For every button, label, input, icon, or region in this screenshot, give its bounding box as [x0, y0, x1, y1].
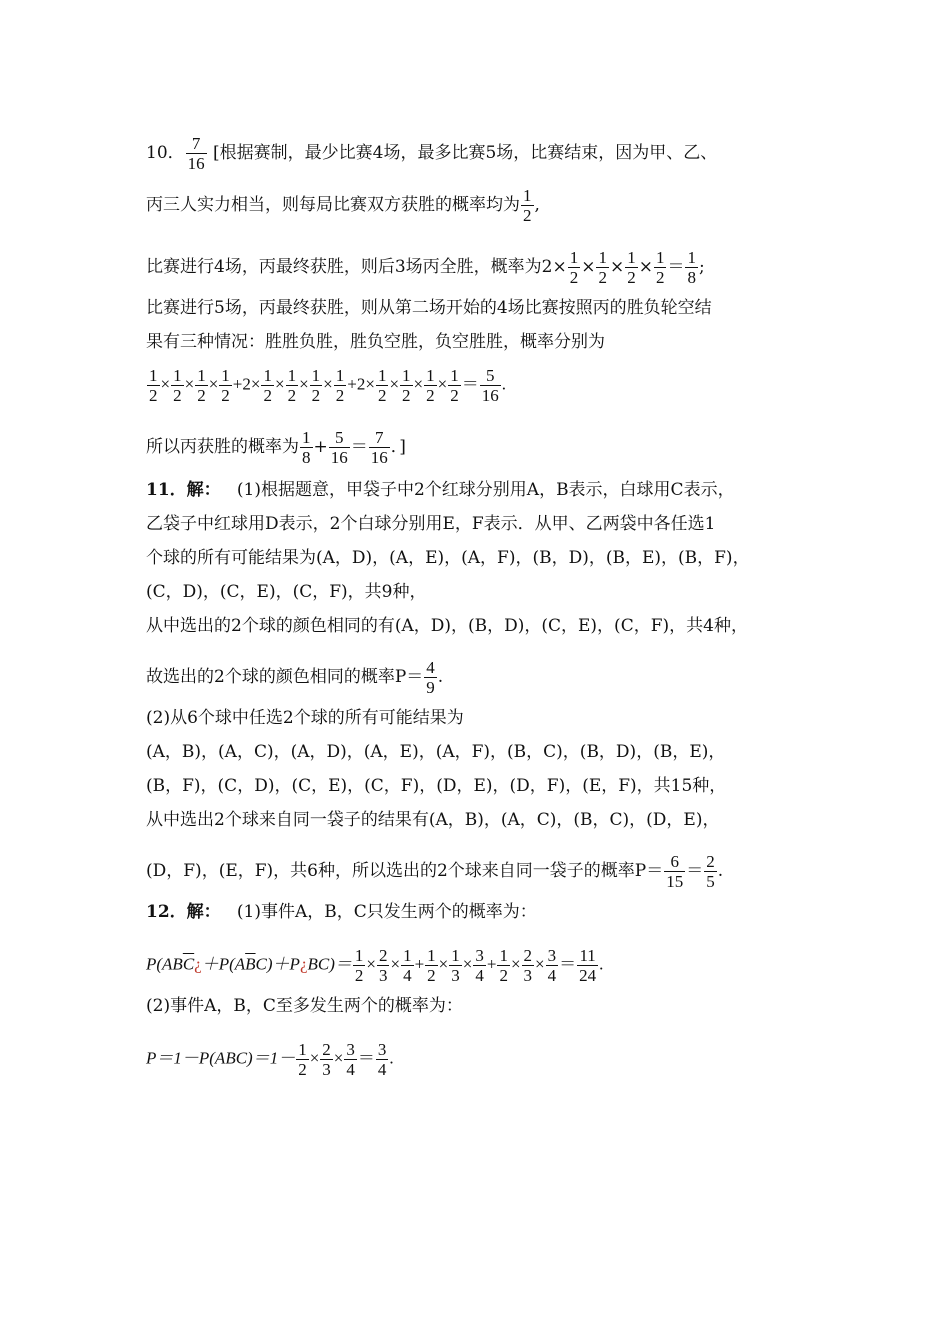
fraction: $\frac{1}{2}$: [655, 248, 665, 287]
question-number: 12．解：: [146, 902, 221, 922]
q11-line-8: (A，B)，(A，C)，(A，D)，(A，E)，(A，F)，(B，C)，(B，D)，(B，E)，: [146, 742, 726, 762]
fraction: $\frac{1}{2}$: [598, 248, 607, 287]
q12-line-3: (2)事件A，B，C至多发生两个的概率为：: [146, 996, 463, 1016]
fraction: $\frac{7}{16}$: [187, 134, 205, 173]
fraction: $\frac{6}{15}$: [666, 852, 684, 891]
q11-line-2: 乙袋子中红球用D表示，2个白球分别用E，F表示．从甲、乙两袋中各任选1: [146, 514, 716, 534]
q11-line-9: (B，F)，(C，D)，(C，E)，(C，F)，(D，E)，(D，F)，(E，F)，共15种，: [146, 776, 727, 796]
q12-formula-2: P＝1－P(ABC)＝1－ $\frac{1}{2}$ × $\frac{2}{3}$ × $\frac{3}{4}$ ＝ $\frac{3}{4}$ .: [146, 1040, 394, 1079]
q11-line-6: 故选出的2个球的颜色相同的概率P＝ $\frac{4}{9}$ .: [146, 658, 444, 697]
q10-line-5: 果有三种情况：胜胜负胜，胜负空胜，负空胜胜，概率分别为: [146, 332, 605, 352]
q11-line-10: 从中选出2个球来自同一袋子的结果有(A，B)，(A，C)，(B，C)，(D，E)，: [146, 810, 720, 830]
q11-line-5: 从中选出的2个球的颜色相同的有(A，D)，(B，D)，(C，E)，(C，F)，共4种，: [146, 616, 748, 636]
q12-formula-1: $P(AB\overline{C}¿+P(A\overline{B}C)+P¿BC)=$ $\frac{1}{2}$ × $\frac{2}{3}$ × $\frac{1}{4}$ + $\frac{1}{2}$ × $\frac{1}{3}$ × $\frac{3}{4}$ + $\frac{1}{2}$ × $\frac{2}{3}$ × $\frac{3}{4}$ ＝ $\frac{11}{24}$ .: [146, 946, 604, 985]
fraction: $\frac{1}{2}$: [569, 248, 579, 287]
q10-line-3: 比赛进行4场，丙最终获胜，则后3场丙全胜，概率为2× $\frac{1}{2}$ × $\frac{1}{2}$ × $\frac{1}{2}$ × $\frac{1}{2}$ ＝ $\frac{1}{8}$ ;: [146, 248, 705, 287]
fraction: $\frac{4}{9}$: [426, 658, 435, 697]
fraction: $\frac{1}{2}$: [627, 248, 636, 287]
fraction: $\frac{1}{8}$: [687, 248, 696, 287]
q11-line-1: 11．解： (1)根据题意，甲袋子中2个红球分别用A，B表示，白球用C表示，: [146, 480, 735, 500]
q11-line-4: (C，D)，(C，E)，(C，F)，共9种，: [146, 582, 427, 602]
q10-line-1: 10． $\frac{7}{16}$ [根据赛制，最少比赛4场，最多比赛5场，比赛结束，因为甲、乙、: [146, 134, 718, 173]
q11-line-11: (D，F)，(E，F)，共6种，所以选出的2个球来自同一袋子的概率P＝ $\frac{6}{15}$ ＝ $\frac{2}{5}$ .: [146, 852, 724, 891]
fraction: $\frac{1}{2}$: [523, 186, 532, 225]
q12-line-1: 12．解： (1)事件A，B，C只发生两个的概率为：: [146, 902, 537, 922]
fraction: $\frac{2}{5}$: [706, 852, 715, 891]
question-number: 10．: [146, 143, 185, 163]
question-number: 11．解：: [146, 480, 221, 500]
q10-formula: $\frac{1}{2}$ × $\frac{1}{2}$ × $\frac{1}{2}$ × $\frac{1}{2}$ +2× $\frac{1}{2}$ × $\frac{1}{2}$ × $\frac{1}{2}$ × $\frac{1}{2}$ +2× $\frac{1}{2}$ × $\frac{1}{2}$ × $\frac{1}{2}$ × $\frac{1}{2}$ ＝ $\frac{5}{16}$ .: [149, 366, 506, 405]
q10-conclusion: 所以丙获胜的概率为 $\frac{1}{8}$ + $\frac{5}{16}$ ＝ $\frac{7}{16}$ ．]: [146, 428, 406, 467]
q10-line-2: 丙三人实力相当，则每局比赛双方获胜的概率均为 $\frac{1}{2}$ ,: [146, 186, 540, 225]
q10-line-4: 比赛进行5场，丙最终获胜，则从第二场开始的4场比赛按照丙的胜负轮空结: [146, 298, 712, 318]
q11-line-7: (2)从6个球中任选2个球的所有可能结果为: [146, 708, 464, 728]
q11-line-3: 个球的所有可能结果为(A，D)，(A，E)，(A，F)，(B，D)，(B，E)，(B，F)，: [146, 548, 750, 568]
